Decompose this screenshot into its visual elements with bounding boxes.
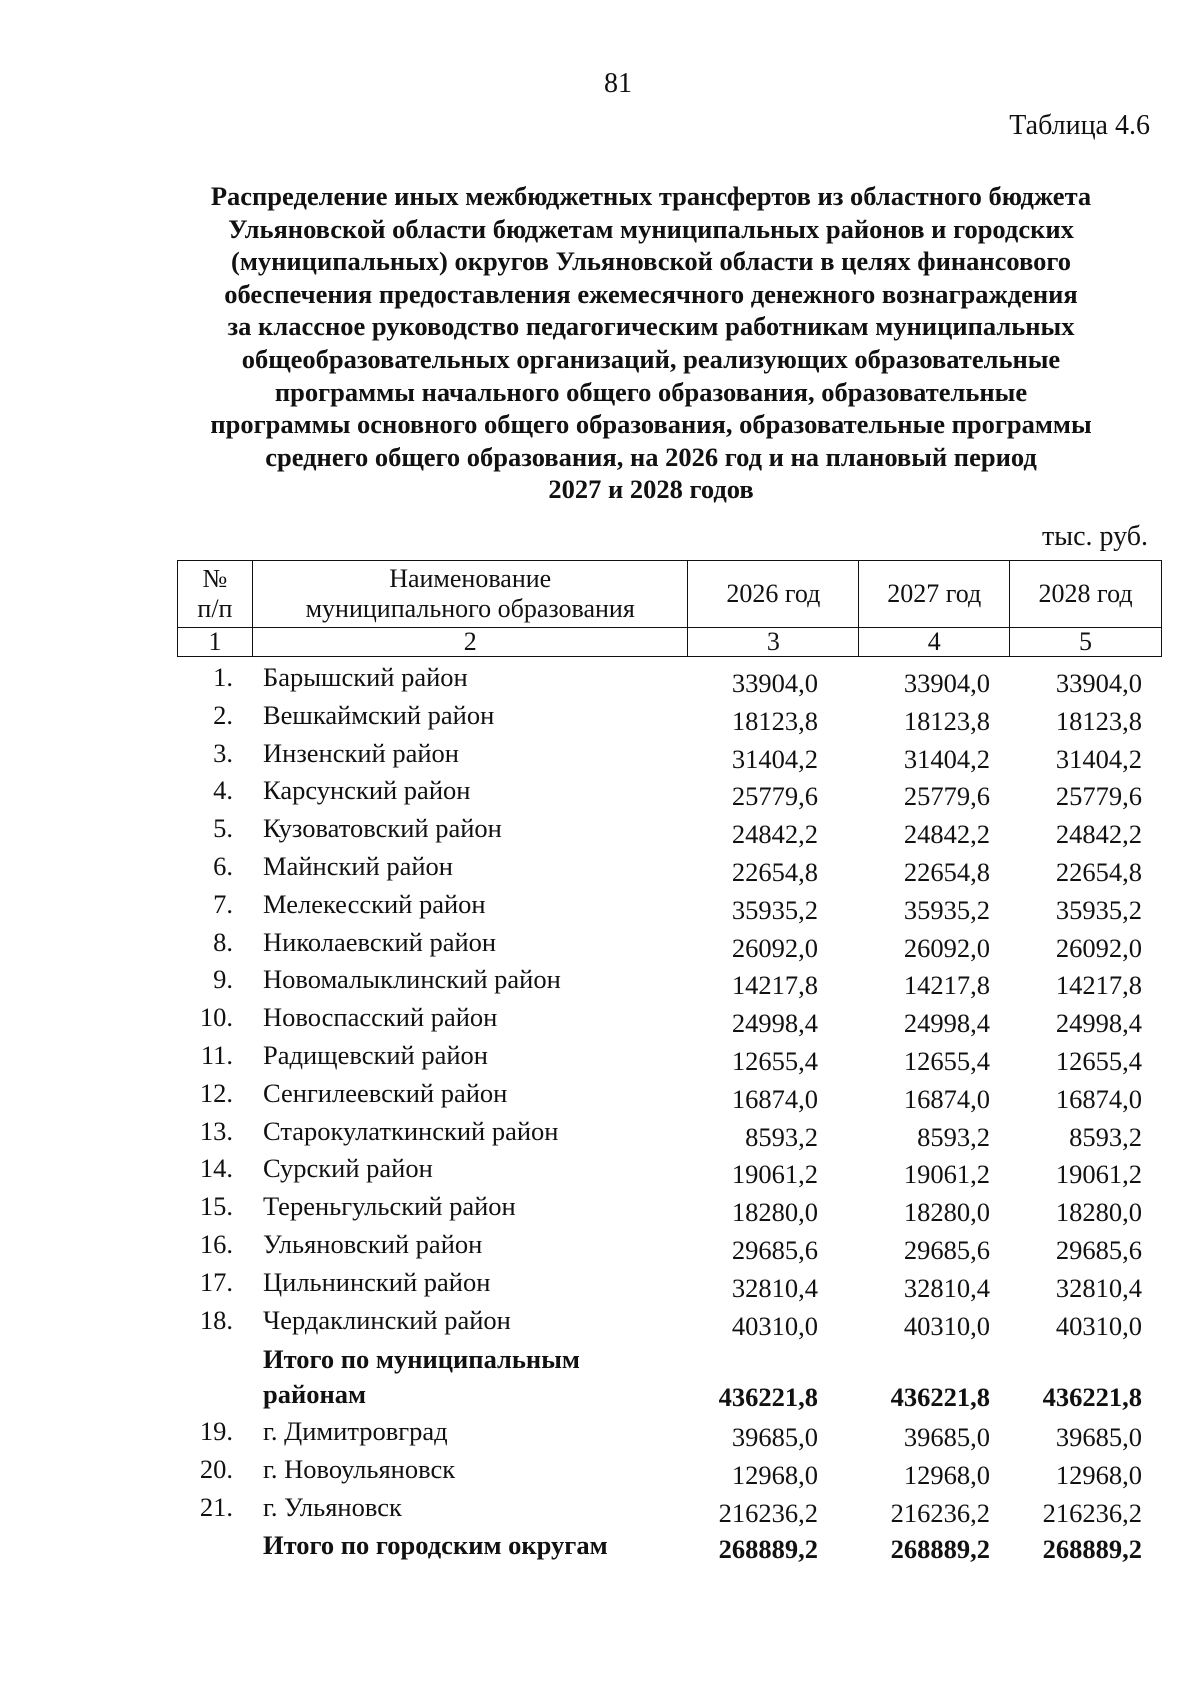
header-number-line2: п/п [197,594,233,623]
row-name: Чердаклинский район [263,1304,511,1335]
row-number: 19. [199,1416,233,1447]
value-2027: 19061,2 [903,1159,990,1190]
value-2026: 18280,0 [731,1197,818,1228]
row-number: 5. [213,813,233,844]
row-number: 18. [199,1304,233,1335]
value-2026: 24842,2 [731,819,818,850]
total-value-2028: 268889,2 [1042,1533,1142,1564]
title-line: (муниципальных) округов Ульяновской области в целях финансового [231,246,1071,277]
row-name: Майнский район [263,850,453,881]
row-name: Инзенский район [263,737,459,768]
value-2026: 24998,4 [731,1008,818,1039]
value-2027: 31404,2 [903,743,990,774]
row-name: Карсунский район [263,775,471,806]
table-row [177,1191,1162,1229]
value-2027: 33904,0 [903,668,990,698]
value-2026: 12655,4 [731,1045,818,1076]
value-2026: 18123,8 [731,705,818,736]
row-number: 7. [213,888,233,919]
value-2027: 40310,0 [903,1310,990,1341]
value-2026: 12968,0 [731,1460,818,1491]
title-line: программы начального общего образования, образовательные [274,376,1028,407]
total-label: Итого по муниципальным районам [263,1344,580,1410]
header-cell-2027: 2027 год [859,561,1010,628]
row-name: Сенгилеевский район [263,1077,508,1108]
value-2026: 31404,2 [731,743,818,774]
row-name: Цильнинский район [263,1266,491,1297]
column-index: 4 [859,628,1010,657]
total-value-2027: 268889,2 [890,1533,990,1564]
column-index: 2 [252,628,688,657]
value-2026: 8593,2 [745,1121,818,1152]
header-name-line2: муниципального образования [305,594,635,623]
value-2028: 33904,0 [1055,668,1142,698]
table-row [177,964,1162,1002]
value-2028: 8593,2 [1069,1121,1142,1152]
title-line: 2027 и 2028 годов [548,474,754,505]
table-row [177,1040,1162,1078]
value-2027: 12968,0 [903,1460,990,1491]
title-line: среднего общего образования, на 2026 год и на плановый период [265,441,1037,472]
title-line: обеспечения предоставления ежемесячного денежного вознаграждения [224,278,1078,309]
value-2026: 216236,2 [718,1497,818,1528]
value-2028: 216236,2 [1042,1497,1142,1528]
value-2028: 35935,2 [1055,894,1142,925]
row-number: 2. [213,699,233,730]
row-number: 10. [199,1002,233,1033]
table-row [177,1153,1162,1191]
value-2027: 29685,6 [903,1234,990,1265]
total-value-2027: 436221,8 [890,1382,990,1413]
value-2028: 12655,4 [1055,1045,1142,1076]
title-line: за классное руководство педагогическим работникам муниципальных [227,311,1075,342]
value-2028: 39685,0 [1055,1422,1142,1453]
value-2028: 24998,4 [1055,1008,1142,1039]
row-name: Вешкаймский район [263,699,495,730]
table-row [177,889,1162,927]
table-row [177,700,1162,738]
table-row [177,1492,1162,1530]
value-2028: 24842,2 [1055,819,1142,850]
row-name: Николаевский район [263,926,497,957]
table-row [177,1078,1162,1116]
value-2028: 29685,6 [1055,1234,1142,1265]
value-2026: 16874,0 [731,1083,818,1114]
row-name: Тереньгульский район [263,1191,516,1222]
row-name: Барышский район [263,662,468,692]
row-name: г. Ульяновск [263,1491,402,1522]
value-2027: 18123,8 [903,705,990,736]
table-row [177,1229,1162,1267]
value-2027: 216236,2 [890,1497,990,1528]
value-2027: 24998,4 [903,1008,990,1039]
value-2028: 14217,8 [1055,970,1142,1001]
total-label: Итого по городским округам [263,1529,608,1560]
value-2027: 12655,4 [903,1045,990,1076]
total-value-2028: 436221,8 [1042,1382,1142,1413]
total-value-2026: 268889,2 [718,1533,818,1564]
header-number-line1: № [202,564,228,593]
value-2026: 14217,8 [731,970,818,1001]
value-2026: 33904,0 [731,668,818,698]
header-name-line1: Наименование [389,564,552,593]
title-line: общеобразовательных организаций, реализующих образовательные [241,343,1061,374]
value-2026: 40310,0 [731,1310,818,1341]
value-2027: 18280,0 [903,1197,990,1228]
value-2027: 8593,2 [917,1121,990,1152]
value-2028: 22654,8 [1055,856,1142,887]
header-cell-2026: 2026 год [688,561,859,628]
column-index: 5 [1010,628,1162,657]
row-name: Сурский район [263,1153,433,1184]
value-2026: 29685,6 [731,1234,818,1265]
value-2026: 35935,2 [731,894,818,925]
value-2026: 25779,6 [731,781,818,812]
table-row [177,775,1162,813]
column-index-row [178,628,1162,657]
row-name: Радищевский район [263,1039,488,1070]
row-name: г. Новоульяновск [263,1454,456,1485]
value-2027: 14217,8 [903,970,990,1001]
value-2026: 22654,8 [731,856,818,887]
value-2028: 25779,6 [1055,781,1142,812]
row-number: 20. [199,1454,233,1485]
table-row [177,738,1162,776]
table-row [177,1454,1162,1492]
row-number: 16. [199,1228,233,1259]
table-row [177,813,1162,851]
value-2027: 39685,0 [903,1422,990,1453]
row-number: 4. [213,775,233,806]
value-2028: 18280,0 [1055,1197,1142,1228]
row-number: 1. [213,662,233,692]
total-row-cities [177,1530,1162,1568]
value-2027: 35935,2 [903,894,990,925]
value-2027: 25779,6 [903,781,990,812]
row-name: Кузоватовский район [263,813,502,844]
table-row [177,1267,1162,1305]
value-2027: 24842,2 [903,819,990,850]
table-body [177,662,1162,1568]
row-number: 12. [199,1077,233,1108]
row-number: 8. [213,926,233,957]
row-name: г. Димитровград [263,1416,448,1447]
title-line: Распределение иных межбюджетных трансфертов из областного бюджета [210,181,1092,211]
value-2028: 40310,0 [1055,1310,1142,1341]
table-label: Таблица 4.6 [1009,110,1150,141]
value-2028: 32810,4 [1055,1272,1142,1303]
header-row [178,561,1162,628]
table-row [177,662,1162,700]
value-2028: 12968,0 [1055,1460,1142,1491]
row-name: Мелекесский район [263,888,486,919]
value-2028: 31404,2 [1055,743,1142,774]
row-number: 15. [199,1191,233,1222]
title-line: программы основного общего образования, образовательные программы [210,409,1092,440]
value-2028: 16874,0 [1055,1083,1142,1114]
row-number: 9. [213,964,233,995]
value-2026: 32810,4 [731,1272,818,1303]
row-name: Старокулаткинский район [263,1115,559,1146]
header-cell-name [252,561,688,628]
row-name: Новомалыклинский район [263,964,561,995]
value-2027: 22654,8 [903,856,990,887]
title-line: Ульяновской области бюджетам муниципальных районов и городских [228,213,1074,244]
row-name: Новоспасский район [263,1002,498,1033]
header-cell-number [178,561,253,628]
value-2027: 26092,0 [903,932,990,963]
table-header [177,560,1162,657]
total-row-districts [177,1342,1162,1416]
column-index: 3 [688,628,859,657]
row-number: 14. [199,1153,233,1184]
row-name: Ульяновский район [263,1228,483,1259]
row-number: 17. [199,1266,233,1297]
table-row [177,851,1162,889]
value-2027: 32810,4 [903,1272,990,1303]
value-2027: 16874,0 [903,1083,990,1114]
row-number: 11. [200,1039,233,1070]
header-cell-2028: 2028 год [1010,561,1162,628]
value-2026: 19061,2 [731,1159,818,1190]
value-2028: 18123,8 [1055,705,1142,736]
table-row [177,1305,1162,1343]
row-number: 6. [213,850,233,881]
table-title [170,180,1132,506]
total-value-2026: 436221,8 [718,1382,818,1413]
value-2028: 19061,2 [1055,1159,1142,1190]
page-number: 81 [604,68,632,99]
table-row [177,927,1162,965]
value-2028: 26092,0 [1055,932,1142,963]
units-label: тыс. руб. [1042,521,1148,552]
table-row [177,1416,1162,1454]
table-row [177,1002,1162,1040]
row-number: 13. [199,1115,233,1146]
row-number: 3. [213,737,233,768]
column-index: 1 [178,628,253,657]
value-2026: 26092,0 [731,932,818,963]
row-number: 21. [199,1491,233,1522]
value-2026: 39685,0 [731,1422,818,1453]
table-row [177,1116,1162,1154]
